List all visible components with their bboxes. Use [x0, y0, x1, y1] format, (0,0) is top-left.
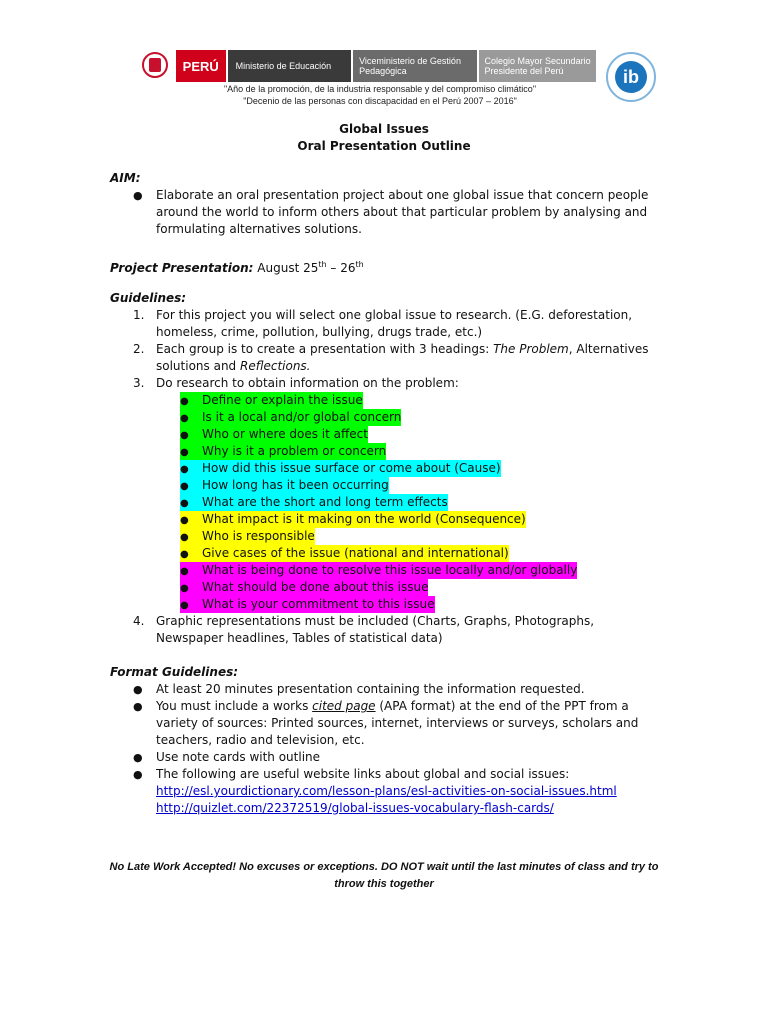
footer-note-line-2: throw this together [334, 878, 434, 890]
question-item: ● How did this issue surface or come about (Cause) [180, 461, 501, 475]
bullet-icon: ● [133, 700, 143, 713]
ministry-logo: Ministerio de Educación [228, 50, 351, 82]
bullet-icon: ● [133, 683, 143, 696]
aim-line-1: Elaborate an oral presentation project about one global issue that concern people [156, 188, 649, 202]
viceministry-logo: Viceministerio de Gestión Pedagógica [353, 50, 476, 82]
question-item: ● What is your commitment to this issue [180, 597, 435, 611]
question-item: ● How long has it been occurring [180, 478, 389, 492]
list-number: 4. [133, 614, 145, 628]
resource-link-2[interactable]: http://quizlet.com/22372519/global-issues-vocabulary-flash-cards/ [156, 801, 554, 815]
list-number: 3. [133, 376, 145, 390]
format-heading: Format Guidelines: [110, 665, 239, 679]
project-label: Project Presentation: [110, 261, 254, 275]
list-number: 1. [133, 308, 145, 322]
question-item: ● Give cases of the issue (national and international) [180, 546, 509, 560]
guidelines-heading: Guidelines: [110, 291, 187, 305]
guideline-1-line-1: For this project you will select one global issue to research. (E.G. deforestation, [156, 308, 633, 322]
resource-link-1[interactable]: http://esl.yourdictionary.com/lesson-plans/esl-activities-on-social-issues.html [156, 784, 617, 798]
question-item: ● Why is it a problem or concern [180, 444, 387, 458]
guideline-4-line-1: Graphic representations must be included (Charts, Graphs, Photographs, [156, 614, 595, 628]
bullet-icon: ● [133, 751, 143, 764]
project-presentation: Project Presentation: August 25th – 26th [110, 260, 364, 275]
document-subtitle: Oral Presentation Outline [297, 139, 471, 153]
question-item: ● What is being done to resolve this issue locally and/or globally [180, 563, 578, 577]
list-number: 2. [133, 342, 145, 356]
aim-heading: AIM: [110, 171, 141, 185]
guideline-1-line-2: homeless, crime, pollution, bullying, drugs trade, etc.) [156, 325, 483, 339]
bullet-icon: ● [133, 768, 143, 781]
question-item: ● What are the short and long term effects [180, 495, 448, 509]
document-title: Global Issues [339, 122, 429, 136]
footer-note-line-1: No Late Work Accepted! No excuses or exceptions. DO NOT wait until the last minutes of class and try to [109, 861, 659, 873]
question-item: ● What should be done about this issue [180, 580, 429, 594]
project-date-start: August 25 [257, 261, 319, 275]
question-item: ● Is it a local and/or global concern [180, 410, 402, 424]
format-item-2-line-1: You must include a works cited page (APA format) at the end of the PPT from a [156, 699, 629, 713]
question-item: ● Who or where does it affect [180, 427, 368, 441]
motto-line-2: "Decenio de las personas con discapacidad en el Perú 2007 – 2016" [243, 96, 517, 106]
format-item-4: The following are useful website links about global and social issues: [156, 767, 570, 781]
question-item: ● What impact is it making on the world (Consequence) [180, 512, 526, 526]
format-item-3: Use note cards with outline [156, 750, 321, 764]
guideline-4-line-2: Newspaper headlines, Tables of statistical data) [156, 631, 443, 645]
question-item: ● Who is responsible [180, 529, 315, 543]
format-item-1: At least 20 minutes presentation containing the information requested. [156, 682, 585, 696]
bullet-icon: ● [133, 189, 143, 202]
format-item-2-line-2: variety of sources: Printed sources, internet, interviews or surveys, scholars and [156, 716, 639, 730]
peru-seal-icon [140, 50, 172, 82]
aim-line-2: around the world to inform others about that particular problem by analysing and [156, 205, 648, 219]
ib-logo-icon: ib [606, 52, 656, 102]
institution-header [140, 50, 596, 84]
question-item: ● Define or explain the issue [180, 393, 363, 407]
guideline-2-line-2: solutions and Reflections. [156, 359, 311, 373]
motto-line-1: "Año de la promoción, de la industria responsable y del compromiso climático" [223, 84, 537, 94]
aim-line-3: formulating alternatives solutions. [156, 222, 362, 236]
guideline-2-line-1: Each group is to create a presentation with 3 headings: The Problem, Alternatives [156, 342, 649, 356]
peru-logo: PERÚ [176, 50, 226, 82]
format-item-2-line-3: teachers, radio and television, etc. [156, 733, 365, 747]
guideline-3-text: Do research to obtain information on the problem: [156, 376, 459, 390]
college-logo: Colegio Mayor Secundario Presidente del Perú [479, 50, 596, 82]
